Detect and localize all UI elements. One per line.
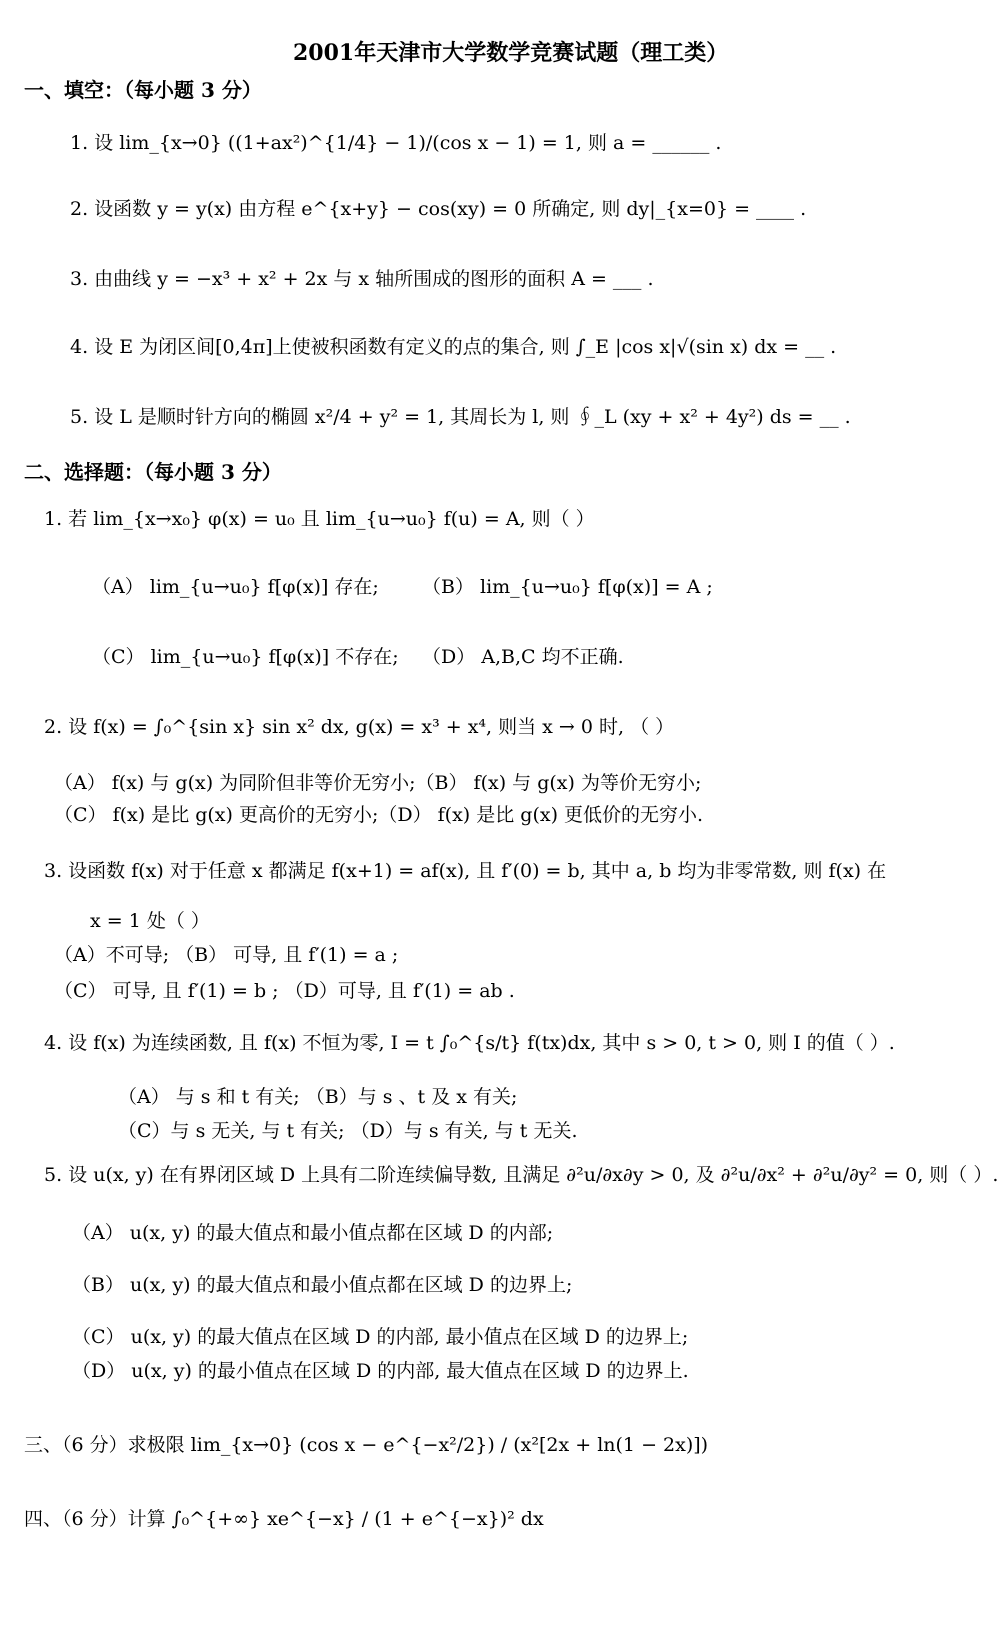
page-title: 2001年天津市大学数学竞赛试题（理工类） xyxy=(293,40,729,66)
choice-5-option-d: （D） u(x, y) 的最小值点在区域 D 的内部, 最大值点在区域 D 的边界上. xyxy=(72,1360,689,1382)
choice-question-3-cont: x = 1 处（ ） xyxy=(90,910,210,932)
choice-question-2: 2. 设 f(x) = ∫₀^{sin x} sin x² dx, g(x) = x³ + x⁴, 则当 x → 0 时, （ ） xyxy=(44,716,675,738)
choice-question-4: 4. 设 f(x) 为连续函数, 且 f(x) 不恒为零, I = t ∫₀^{s/t} f(tx)dx, 其中 s > 0, t > 0, 则 I 的值（ ）. xyxy=(44,1032,895,1054)
fill-question-5: 5. 设 L 是顺时针方向的椭圆 x²/4 + y² = 1, 其周长为 l, 则 ∮_L (xy + x² + 4y²) ds = __ . xyxy=(70,406,851,428)
choice-question-3: 3. 设函数 f(x) 对于任意 x 都满足 f(x+1) = af(x), 且 f′(0) = b, 其中 a, b 均为非零常数, 则 f(x) 在 xyxy=(44,860,887,882)
section-3-problem: 三、（6 分）求极限 lim_{x→0} (cos x − e^{−x²/2}) / (x²[2x + ln(1 − 2x)]) xyxy=(24,1434,709,1456)
choice-1-option-a: （A） lim_{u→u₀} f[φ(x)] 存在; xyxy=(92,576,379,598)
fill-question-4: 4. 设 E 为闭区间[0,4π]上使被积函数有定义的点的集合, 则 ∫_E |cos x|√(sin x) dx = __ . xyxy=(70,336,837,358)
choice-4-options-ab: （A） 与 s 和 t 有关; （B）与 s 、t 及 x 有关; xyxy=(118,1086,518,1108)
section-2-heading: 二、选择题：（每小题 3 分） xyxy=(24,460,282,484)
section-1-heading: 一、填空：（每小题 3 分） xyxy=(24,78,262,102)
choice-5-option-a: （A） u(x, y) 的最大值点和最小值点都在区域 D 的内部; xyxy=(72,1222,554,1244)
fill-question-3: 3. 由曲线 y = −x³ + x² + 2x 与 x 轴所围成的图形的面积 A = ___ . xyxy=(70,268,654,290)
choice-2-options-ab: （A） f(x) 与 g(x) 为同阶但非等价无穷小;（B） f(x) 与 g(x) 为等价无穷小; xyxy=(54,772,702,794)
choice-4-options-cd: （C）与 s 无关, 与 t 有关; （D）与 s 有关, 与 t 无关. xyxy=(118,1120,578,1142)
fill-question-1: 1. 设 lim_{x→0} ((1+ax²)^{1/4} − 1)/(cos x − 1) = 1, 则 a = ______ . xyxy=(70,132,722,154)
choice-1-option-d: （D） A,B,C 均不正确. xyxy=(422,646,624,668)
section-4-problem: 四、（6 分）计算 ∫₀^{+∞} xe^{−x} / (1 + e^{−x})² dx xyxy=(24,1508,544,1530)
choice-3-options-ab: （A）不可导; （B） 可导, 且 f′(1) = a ; xyxy=(54,944,399,966)
fill-question-2: 2. 设函数 y = y(x) 由方程 e^{x+y} − cos(xy) = 0 所确定, 则 dy|_{x=0} = ____ . xyxy=(70,198,807,220)
choice-question-1: 1. 若 lim_{x→x₀} φ(x) = u₀ 且 lim_{u→u₀} f(u) = A, 则（ ） xyxy=(44,508,595,530)
choice-2-options-cd: （C） f(x) 是比 g(x) 更高价的无穷小;（D） f(x) 是比 g(x) 更低价的无穷小. xyxy=(54,804,704,826)
choice-1-option-b: （B） lim_{u→u₀} f[φ(x)] = A ; xyxy=(422,576,713,598)
choice-5-option-c: （C） u(x, y) 的最大值点在区域 D 的内部, 最小值点在区域 D 的边界上; xyxy=(72,1326,689,1348)
choice-1-option-c: （C） lim_{u→u₀} f[φ(x)] 不存在; xyxy=(92,646,399,668)
choice-5-option-b: （B） u(x, y) 的最大值点和最小值点都在区域 D 的边界上; xyxy=(72,1274,573,1296)
choice-question-5: 5. 设 u(x, y) 在有界闭区域 D 上具有二阶连续偏导数, 且满足 ∂²u/∂x∂y > 0, 及 ∂²u/∂x² + ∂²u/∂y² = 0, 则（ ）. xyxy=(44,1164,999,1186)
choice-3-options-cd: （C） 可导, 且 f′(1) = b ; （D）可导, 且 f′(1) = ab . xyxy=(54,980,515,1002)
